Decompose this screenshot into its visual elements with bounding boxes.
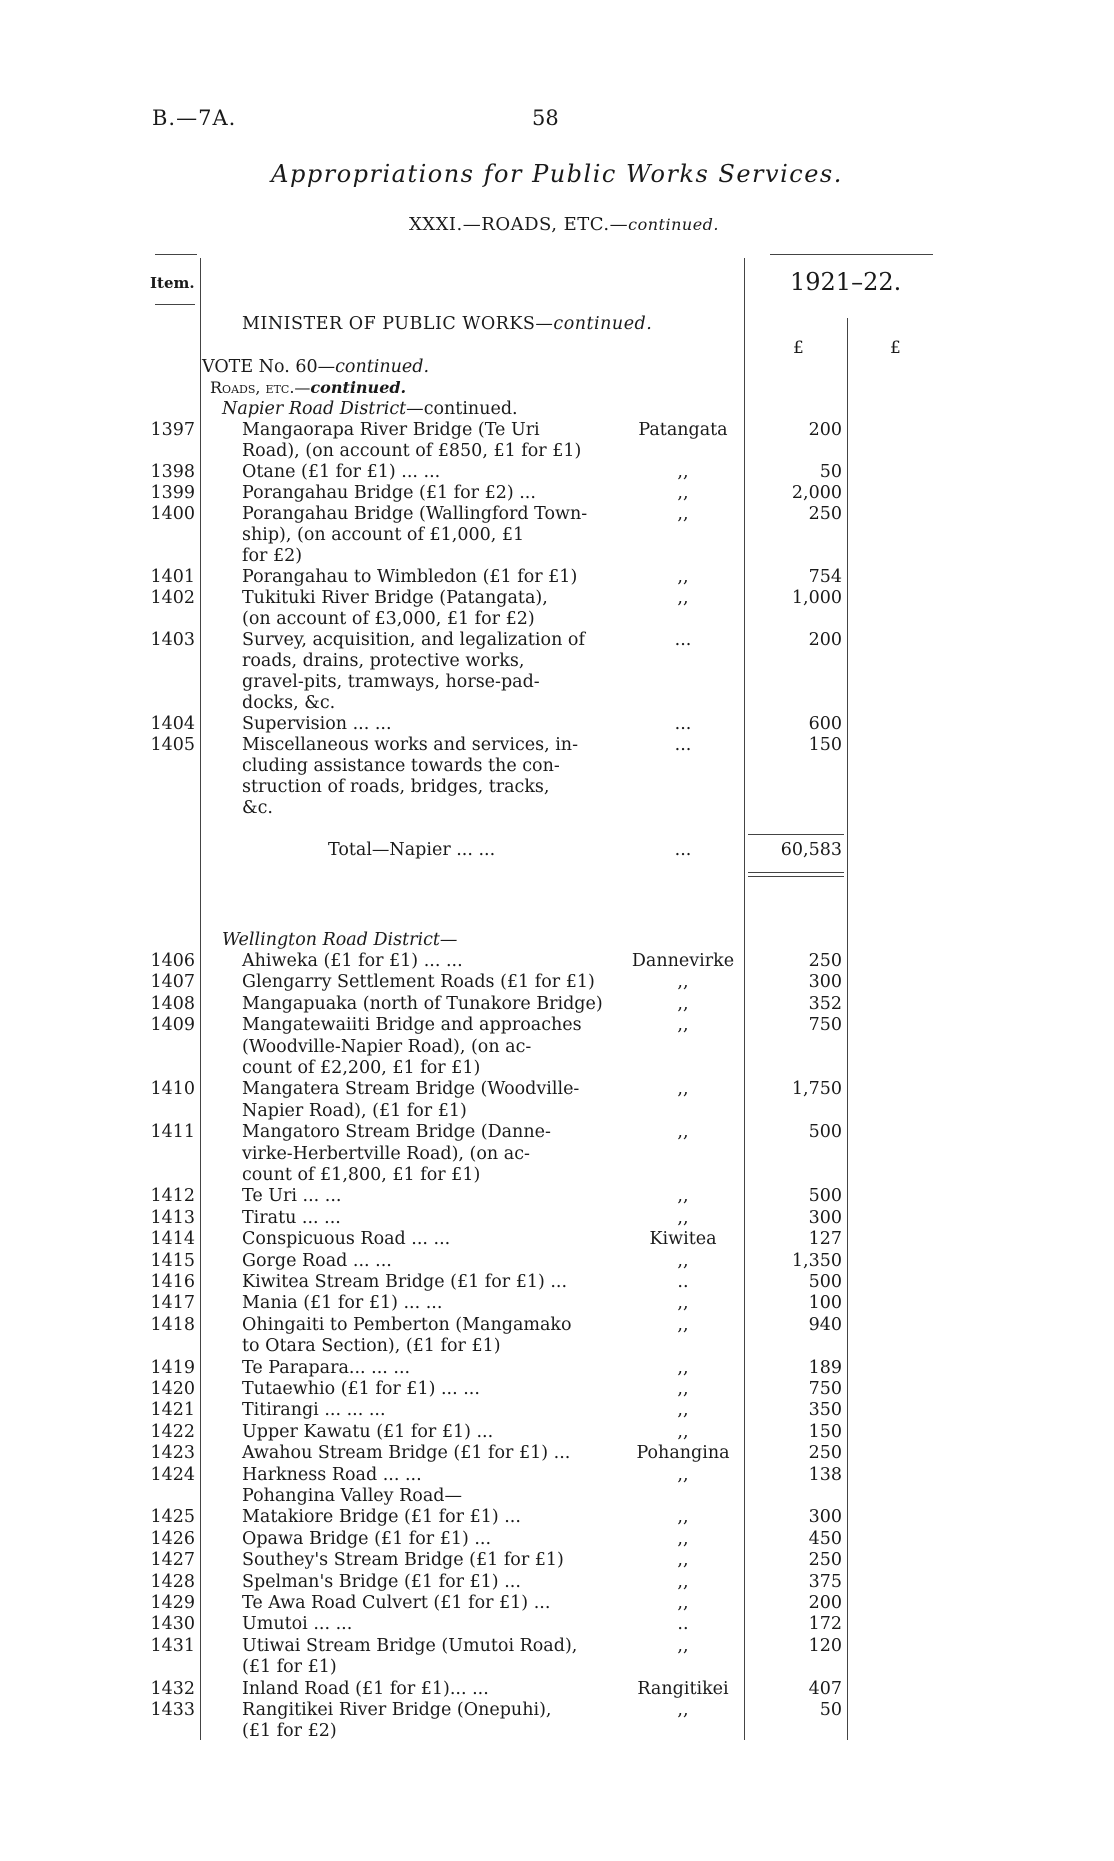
table-row xyxy=(0,1443,1114,1464)
header-rule-left xyxy=(155,254,197,255)
item-description: Southey's Stream Bridge (£1 for £1) xyxy=(242,1550,564,1571)
item-amount: 250 xyxy=(808,951,842,971)
item-amount: 50 xyxy=(819,1700,842,1720)
table-row xyxy=(0,462,1114,483)
table-row xyxy=(0,1293,1114,1314)
item-number: 1428 xyxy=(150,1571,195,1592)
item-number: 1397 xyxy=(150,420,195,440)
item-district: ,, xyxy=(677,567,689,587)
table-row xyxy=(0,1422,1114,1443)
item-number: 1427 xyxy=(150,1550,195,1571)
item-description: Awahou Stream Bridge (£1 for £1) ... xyxy=(242,1443,571,1464)
table-row xyxy=(0,1636,1114,1679)
item-amount: 150 xyxy=(808,1421,842,1442)
item-amount: 375 xyxy=(808,1571,842,1592)
item-description: Glengarry Settlement Roads (£1 for £1) xyxy=(242,972,595,993)
item-number: 1424 xyxy=(150,1464,195,1485)
item-number: 1406 xyxy=(150,951,195,971)
header-rule-right xyxy=(770,254,933,255)
item-amount: 250 xyxy=(808,1443,842,1464)
table-row xyxy=(0,1379,1114,1400)
item-number: 1400 xyxy=(150,504,195,524)
item-amount: 100 xyxy=(808,1293,842,1314)
item-amount: 172 xyxy=(808,1614,842,1635)
item-district: ,, xyxy=(677,1528,689,1549)
item-district: ,, xyxy=(677,1571,689,1592)
table-row xyxy=(0,1251,1114,1272)
item-number: 1403 xyxy=(150,630,195,650)
item-amount: 200 xyxy=(808,420,842,440)
page-title: Appropriations for Public Works Services. xyxy=(271,160,843,188)
vote-heading-continued: continued. xyxy=(335,357,430,377)
item-description: Harkness Road ... ... xyxy=(242,1464,422,1485)
item-number: 1401 xyxy=(150,567,195,587)
item-number: 1433 xyxy=(150,1700,195,1720)
table-row xyxy=(0,567,1114,588)
item-number: 1426 xyxy=(150,1528,195,1549)
item-description: Tukituki River Bridge (Patangata), (on account of £3,000, £1 for £2) xyxy=(242,588,548,629)
item-district: .. xyxy=(677,1272,689,1292)
item-number: 1408 xyxy=(150,993,195,1014)
napier-district-continued: continued. xyxy=(423,399,518,419)
total-top-rule xyxy=(748,834,844,835)
napier-total-amount: 60,583 xyxy=(780,840,842,860)
item-amount: 750 xyxy=(808,1015,842,1036)
total-bottom-rule-2 xyxy=(748,876,844,877)
item-description: Miscellaneous works and services, in- cluding assistance towards the con- struction of roads, bridges, tracks, &c. xyxy=(242,735,578,818)
table-row xyxy=(0,1700,1114,1743)
item-number: 1413 xyxy=(150,1207,195,1228)
item-district: ,, xyxy=(677,1079,689,1100)
item-description: Utiwai Stream Bridge (Umutoi Road), (£1 for £1) xyxy=(242,1635,578,1678)
item-amount: 754 xyxy=(808,567,842,587)
item-number: 1405 xyxy=(150,735,195,755)
item-amount: 250 xyxy=(808,504,842,524)
item-description: Survey, acquisition, and legalization of roads, drains, protective works, gravel-pits, tramways, horse-pad- docks, &c. xyxy=(242,630,585,713)
table-row xyxy=(0,972,1114,993)
item-number: 1422 xyxy=(150,1421,195,1442)
item-number: 1398 xyxy=(150,462,195,482)
item-description: Gorge Road ... ... xyxy=(242,1250,392,1271)
item-number: 1404 xyxy=(150,714,195,734)
table-row xyxy=(0,1679,1114,1700)
item-number: 1432 xyxy=(150,1678,195,1699)
table-row xyxy=(0,1186,1114,1207)
item-district: ,, xyxy=(677,1379,689,1399)
table-row xyxy=(0,1122,1114,1186)
item-district: ,, xyxy=(677,972,689,993)
table-row xyxy=(0,1465,1114,1486)
pound-column-2: £ xyxy=(890,338,901,358)
item-amount: 450 xyxy=(808,1528,842,1549)
item-amount: 407 xyxy=(808,1678,842,1699)
item-district: ,, xyxy=(677,1400,689,1421)
item-district: Dannevirke xyxy=(631,951,735,971)
table-row xyxy=(0,1614,1114,1635)
table-row xyxy=(0,994,1114,1015)
section-title-continued: continued. xyxy=(628,215,719,234)
item-district: ,, xyxy=(677,1550,689,1571)
item-description: Upper Kawatu (£1 for £1) ... xyxy=(242,1421,494,1442)
item-district: ,, xyxy=(677,1593,689,1613)
item-district: ... xyxy=(674,630,692,650)
table-row xyxy=(0,504,1114,567)
napier-district-heading xyxy=(222,399,518,419)
item-number: 1399 xyxy=(150,483,195,503)
item-district: Rangitikei xyxy=(637,1678,729,1699)
item-district: ,, xyxy=(677,1421,689,1442)
table-row xyxy=(0,1593,1114,1614)
wellington-district-heading xyxy=(222,930,457,950)
item-district: ,, xyxy=(677,504,689,524)
item-amount: 250 xyxy=(808,1550,842,1571)
item-district: ,, xyxy=(677,483,689,503)
item-number: 1409 xyxy=(150,1015,195,1036)
item-description: Mangatera Stream Bridge (Woodville- Napier Road), (£1 for £1) xyxy=(242,1079,580,1121)
item-amount: 150 xyxy=(808,735,842,755)
table-row xyxy=(0,1015,1114,1079)
item-district: ,, xyxy=(677,1700,689,1720)
item-number: 1415 xyxy=(150,1250,195,1271)
item-amount: 138 xyxy=(808,1464,842,1485)
napier-total-label: Total—Napier ... ... xyxy=(328,840,496,860)
table-row xyxy=(0,1486,1114,1507)
page-number: 58 xyxy=(532,106,559,130)
item-amount: 50 xyxy=(819,462,842,482)
table-row xyxy=(0,1272,1114,1293)
item-amount: 600 xyxy=(808,714,842,734)
total-bottom-rule xyxy=(748,872,844,873)
item-amount: 127 xyxy=(808,1229,842,1250)
item-description: Mangaorapa River Bridge (Te Uri Road), (on account of £850, £1 for £1) xyxy=(242,420,582,461)
item-district: ,, xyxy=(677,1186,689,1207)
item-district: Pohangina xyxy=(636,1443,730,1464)
item-number: 1410 xyxy=(150,1079,195,1100)
item-number: 1402 xyxy=(150,588,195,608)
item-amount: 300 xyxy=(808,972,842,993)
item-number: 1418 xyxy=(150,1314,195,1335)
item-description: Porangahau Bridge (Wallingford Town- ship), (on account of £1,000, £1 for £2) xyxy=(242,504,588,566)
item-amount: 200 xyxy=(808,1593,842,1613)
item-description: Te Parapara... ... ... xyxy=(242,1357,411,1378)
item-district: .. xyxy=(677,1614,689,1635)
vote-heading xyxy=(202,357,429,377)
item-description: Rangitikei River Bridge (Onepuhi), (£1 for £2) xyxy=(242,1700,552,1742)
item-description: Umutoi ... ... xyxy=(242,1614,353,1635)
pound-column-1: £ xyxy=(793,338,804,358)
item-amount: 750 xyxy=(808,1379,842,1399)
item-description: Tiratu ... ... xyxy=(242,1207,341,1228)
item-district: ,, xyxy=(677,1635,689,1656)
item-number: 1416 xyxy=(150,1272,195,1292)
item-district: ,, xyxy=(677,993,689,1014)
item-description: Otane (£1 for £1) ... ... xyxy=(242,462,441,482)
item-amount: 352 xyxy=(808,993,842,1014)
section-title xyxy=(0,214,1114,235)
table-row xyxy=(0,735,1114,819)
table-row xyxy=(0,714,1114,735)
roads-heading-text: Roads, etc.— xyxy=(210,378,311,397)
item-district: ... xyxy=(674,714,692,734)
wellington-district-title: Wellington Road District— xyxy=(222,930,458,950)
table-row xyxy=(0,1229,1114,1250)
table-row xyxy=(0,1315,1114,1358)
section-title-text: XXXI.—ROADS, ETC.— xyxy=(408,214,629,235)
table-row xyxy=(0,1208,1114,1229)
item-district: ,, xyxy=(677,1122,689,1143)
item-number: 1411 xyxy=(150,1122,195,1143)
item-description: Matakiore Bridge (£1 for £1) ... xyxy=(242,1507,521,1528)
item-description: Porangahau to Wimbledon (£1 for £1) xyxy=(242,567,578,587)
item-amount: 940 xyxy=(808,1314,842,1335)
item-district: ,, xyxy=(677,1293,689,1314)
item-number: 1420 xyxy=(150,1379,195,1399)
item-number: 1419 xyxy=(150,1357,195,1378)
table-row xyxy=(0,420,1114,462)
table-row xyxy=(0,1550,1114,1571)
item-district: ... xyxy=(674,735,692,755)
item-description: Porangahau Bridge (£1 for £2) ... xyxy=(242,483,536,503)
item-amount: 1,350 xyxy=(791,1250,842,1271)
item-amount: 300 xyxy=(808,1507,842,1528)
item-district: ,, xyxy=(677,1207,689,1228)
item-district: Kiwitea xyxy=(649,1229,717,1250)
vote-heading-text: VOTE No. 60— xyxy=(202,357,336,377)
item-number: 1421 xyxy=(150,1400,195,1421)
roads-heading-continued: continued. xyxy=(310,378,407,397)
item-number: 1423 xyxy=(150,1443,195,1464)
item-amount: 500 xyxy=(808,1272,842,1292)
item-description: Tutaewhio (£1 for £1) ... ... xyxy=(242,1379,480,1399)
item-amount: 1,000 xyxy=(791,588,842,608)
item-description: Ohingaiti to Pemberton (Mangamako to Otara Section), (£1 for £1) xyxy=(242,1314,572,1357)
roads-heading xyxy=(210,378,406,397)
item-amount: 350 xyxy=(808,1400,842,1421)
item-amount: 120 xyxy=(808,1635,842,1656)
item-amount: 2,000 xyxy=(791,483,842,503)
table-row xyxy=(0,1358,1114,1379)
item-description: Opawa Bridge (£1 for £1) ... xyxy=(242,1528,492,1549)
item-number: 1425 xyxy=(150,1507,195,1528)
item-district: ,, xyxy=(677,1464,689,1485)
item-number: 1412 xyxy=(150,1186,195,1207)
item-number: 1407 xyxy=(150,972,195,993)
napier-district-title: Napier Road District— xyxy=(222,399,424,419)
table-row xyxy=(0,1572,1114,1593)
item-district: ,, xyxy=(677,462,689,482)
item-district: ,, xyxy=(677,588,689,608)
item-description: Mangapuaka (north of Tunakore Bridge) xyxy=(242,993,603,1014)
item-description: Titirangi ... ... ... xyxy=(242,1400,386,1421)
table-row xyxy=(0,1507,1114,1528)
table-row xyxy=(0,483,1114,504)
table-row xyxy=(0,1079,1114,1122)
ministry-heading xyxy=(242,314,652,334)
item-description: Conspicuous Road ... ... xyxy=(242,1229,451,1250)
item-district: ,, xyxy=(677,1015,689,1036)
item-amount: 200 xyxy=(808,630,842,650)
item-number: 1414 xyxy=(150,1229,195,1250)
item-number: 1430 xyxy=(150,1614,195,1635)
item-description: Mangatoro Stream Bridge (Danne- virke-Herbertville Road), (on ac- count of £1,800, £1 for £1) xyxy=(242,1122,551,1185)
item-district: ,, xyxy=(677,1314,689,1335)
item-amount: 500 xyxy=(808,1186,842,1207)
item-amount: 189 xyxy=(808,1357,842,1378)
item-description: Inland Road (£1 for £1)... ... xyxy=(242,1678,489,1699)
item-number: 1431 xyxy=(150,1635,195,1656)
napier-total-dots: ... xyxy=(674,840,692,860)
table-row xyxy=(0,1400,1114,1421)
ministry-heading-text: MINISTER OF PUBLIC WORKS— xyxy=(242,314,554,334)
item-description: Supervision ... ... xyxy=(242,714,392,734)
table-row xyxy=(0,951,1114,972)
item-description: Ahiweka (£1 for £1) ... ... xyxy=(242,951,463,971)
item-amount: 300 xyxy=(808,1207,842,1228)
item-number: 1429 xyxy=(150,1593,195,1613)
item-description: Spelman's Bridge (£1 for £1) ... xyxy=(242,1571,521,1592)
item-district: ,, xyxy=(677,1357,689,1378)
item-description: Te Uri ... ... xyxy=(242,1186,342,1207)
item-amount: 500 xyxy=(808,1122,842,1143)
table-row xyxy=(0,1529,1114,1550)
document-id: B.—7A. xyxy=(152,106,237,130)
ministry-heading-continued: continued. xyxy=(553,314,653,334)
item-amount: 1,750 xyxy=(791,1079,842,1100)
item-district: ,, xyxy=(677,1250,689,1271)
item-description: Te Awa Road Culvert (£1 for £1) ... xyxy=(242,1593,551,1613)
table-row xyxy=(0,588,1114,630)
table-row xyxy=(0,630,1114,714)
item-number: 1417 xyxy=(150,1293,195,1314)
item-header-underline xyxy=(155,304,195,305)
item-district: Patangata xyxy=(638,420,728,440)
item-description: Pohangina Valley Road— xyxy=(242,1486,462,1506)
year-column-header: 1921–22. xyxy=(790,268,902,296)
item-description: Kiwitea Stream Bridge (£1 for £1) ... xyxy=(242,1272,568,1292)
item-column-header: Item. xyxy=(150,274,195,292)
item-district: ,, xyxy=(677,1507,689,1528)
item-description: Mangatewaiiti Bridge and approaches (Woodville-Napier Road), (on ac- count of £2,200, £1 for £1) xyxy=(242,1015,582,1078)
item-description: Mania (£1 for £1) ... ... xyxy=(242,1293,443,1314)
